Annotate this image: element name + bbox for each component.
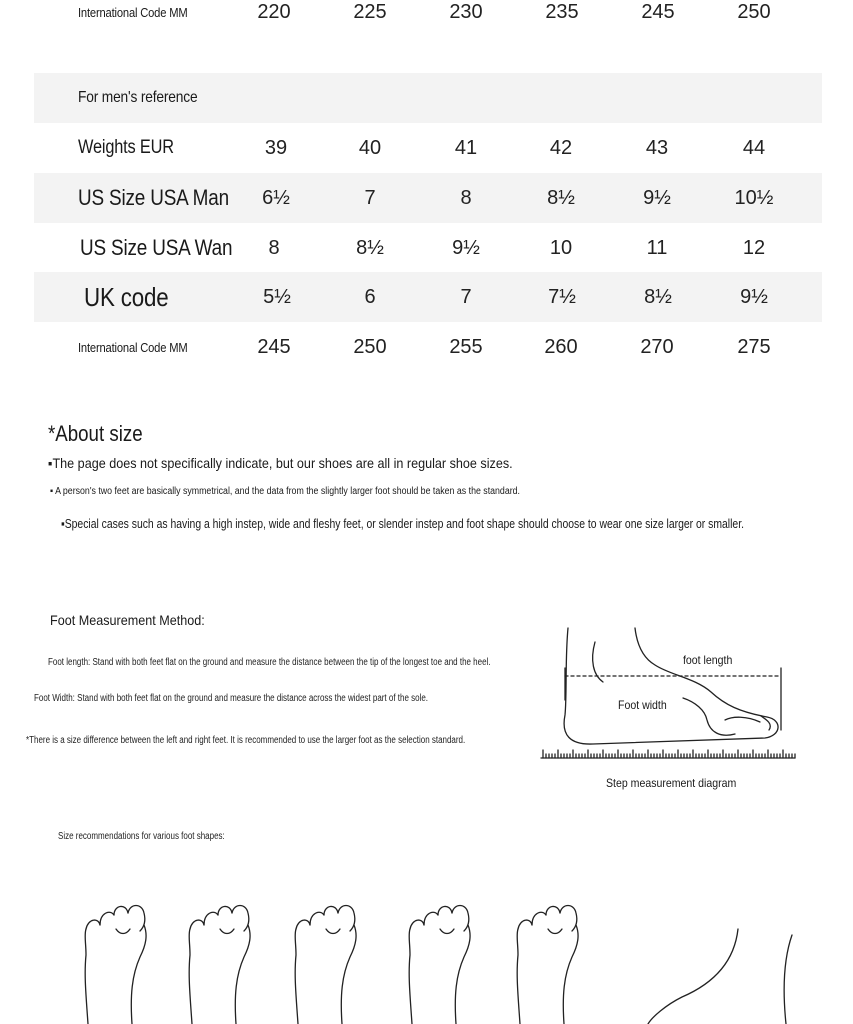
size-cell: 10	[549, 236, 573, 259]
size-cell: 10½	[734, 186, 774, 209]
size-cell: 39	[264, 136, 288, 159]
size-cell: 6½	[262, 186, 290, 209]
about-size-line-2: ▪ A person's two feet are basically symmetrical, and the data from the slightly larger foot should be taken as the standard.	[50, 486, 521, 497]
measure-note-text: *There is a size difference between the left and right feet. It is recommended to use the larger foot as the selection standard.	[26, 735, 466, 746]
foot-shape-icon	[409, 906, 470, 1024]
foot-shape-icon	[189, 906, 250, 1024]
size-cell: 220	[257, 0, 291, 23]
size-cell: 7½	[548, 285, 576, 308]
size-cell: 7	[364, 186, 376, 209]
size-cell: 5½	[263, 285, 291, 308]
size-cell: 275	[737, 335, 771, 358]
size-cell: 8½	[356, 236, 384, 259]
row-label: UK code	[84, 281, 169, 312]
size-cell: 6	[364, 285, 376, 308]
size-cell: 225	[353, 0, 387, 23]
foot-shapes-illustration	[70, 895, 810, 1024]
men-row-uk	[34, 272, 822, 322]
bullet-icon: ▪	[50, 486, 54, 497]
men-header-row	[34, 73, 822, 123]
size-cell: 8	[268, 236, 280, 259]
size-cell: 8½	[547, 186, 575, 209]
size-cell: 250	[737, 0, 771, 23]
women-row-international-code	[34, 0, 822, 37]
size-cell: 245	[257, 335, 291, 358]
men-row-us-wan	[34, 223, 822, 273]
size-cell: 8	[460, 186, 472, 209]
size-cell: 9½	[740, 285, 768, 308]
men-row-us-man	[34, 173, 822, 223]
measure-width-text: Foot Width: Stand with both feet flat on the ground and measure the distance across the widest part of the sole.	[34, 693, 429, 704]
about-size-line-3: ▪Special cases such as having a high instep, wide and fleshy feet, or slender instep and foot shape should choose to wear one size larger or smaller.	[61, 516, 744, 531]
size-cell: 9½	[643, 186, 671, 209]
row-label: US Size USA Wan	[80, 235, 233, 260]
measure-title: Foot Measurement Method:	[50, 612, 205, 628]
size-cell: 43	[645, 136, 669, 159]
size-cell: 8½	[644, 285, 672, 308]
men-row-international-code	[34, 322, 822, 372]
size-cell: 11	[646, 236, 668, 259]
size-cell: 230	[449, 0, 483, 23]
men-table-title: For men's reference	[78, 89, 198, 106]
bullet-icon: ▪	[48, 455, 53, 471]
row-label: Weights EUR	[78, 137, 174, 158]
foot-width-label: Foot width	[618, 698, 667, 712]
size-cell: 41	[454, 136, 478, 159]
about-size-title: *About size	[48, 421, 143, 446]
bullet-icon: ▪	[61, 516, 65, 531]
foot-measurement-diagram	[535, 620, 805, 770]
size-cell: 250	[353, 335, 387, 358]
size-cell: 235	[545, 0, 579, 23]
size-cell: 44	[742, 136, 766, 159]
row-label: International Code MM	[78, 4, 188, 20]
foot-shape-icon	[295, 906, 356, 1024]
row-label: US Size USA Man	[78, 185, 229, 210]
size-cell: 270	[640, 335, 674, 358]
foot-length-label: foot length	[683, 653, 733, 667]
size-cell: 42	[549, 136, 573, 159]
diagram-caption: Step measurement diagram	[606, 776, 737, 790]
size-cell: 40	[358, 136, 382, 159]
size-cell: 255	[449, 335, 483, 358]
foot-shape-icon	[85, 906, 146, 1024]
foot-shape-icon	[517, 906, 578, 1024]
size-cell: 7	[460, 285, 472, 308]
size-cell: 9½	[452, 236, 480, 259]
foot-shapes-title: Size recommendations for various foot shapes:	[58, 831, 225, 842]
row-label: International Code MM	[78, 339, 188, 355]
measure-length-text: Foot length: Stand with both feet flat on the ground and measure the distance between the tip of the longest toe and the heel.	[48, 657, 491, 668]
men-row-eur	[34, 123, 822, 173]
size-cell: 245	[641, 0, 675, 23]
about-size-line-1: ▪The page does not specifically indicate, but our shoes are all in regular shoe sizes.	[48, 455, 513, 471]
size-cell: 260	[544, 335, 578, 358]
size-cell: 12	[742, 236, 766, 259]
